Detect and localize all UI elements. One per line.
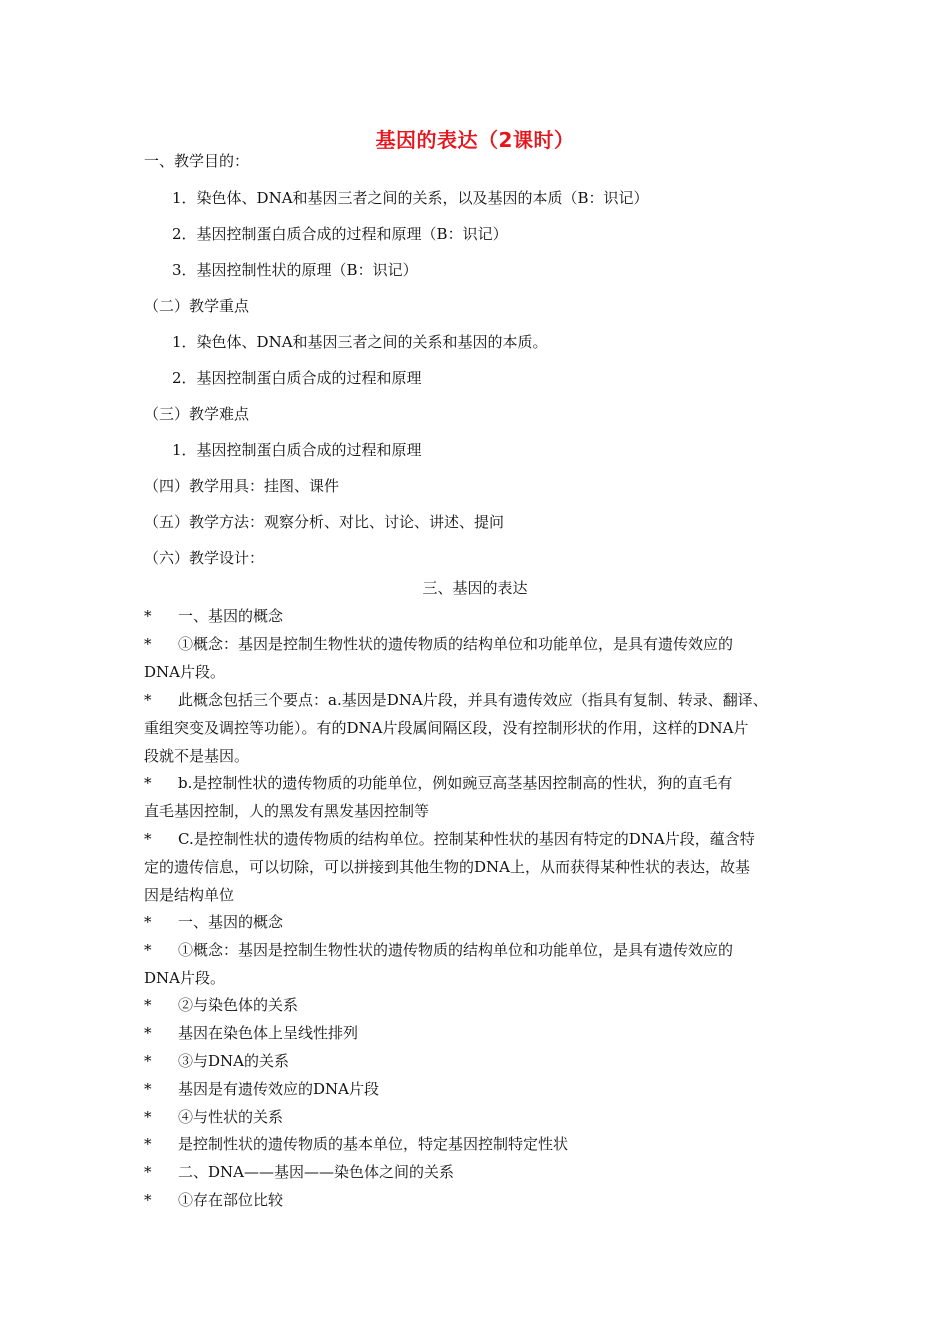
objectives-heading: 一、教学目的：	[144, 152, 250, 170]
bullet-text: ①概念：基因是控制生物性状的遗传物质的结构单位和功能单位，是具有遗传效应的	[178, 635, 734, 653]
bullet-marker: *	[144, 1191, 152, 1209]
bullet-marker: *	[144, 913, 152, 931]
bullet-text: 基因是有遗传效应的DNA片段	[178, 1080, 379, 1098]
bullet-marker: *	[144, 1052, 152, 1070]
bullet-text: 一、基因的概念	[178, 607, 284, 625]
bullet-marker: *	[144, 1135, 152, 1153]
difficulty-item: 1．基因控制蛋白质合成的过程和原理	[172, 441, 422, 459]
bullet-marker: *	[144, 635, 152, 653]
tools-line: （四）教学用具：挂图、课件	[144, 477, 340, 495]
bullet-text: ①存在部位比较	[178, 1191, 284, 1209]
bullet-continuation: 直毛基因控制，人的黑发有黑发基因控制等	[144, 802, 430, 820]
key-points-heading: （二）教学重点	[144, 297, 250, 315]
section-title: 三、基因的表达	[422, 579, 528, 597]
bullet-marker: *	[144, 830, 152, 848]
bullet-continuation: DNA片段。	[144, 663, 225, 681]
bullet-text: 此概念包括三个要点：a.基因是DNA片段，并具有遗传效应（指具有复制、转录、翻译、	[178, 691, 768, 709]
bullet-text: 一、基因的概念	[178, 913, 284, 931]
document-title: 基因的表达（2课时）	[375, 128, 575, 152]
bullet-text: ②与染色体的关系	[178, 996, 299, 1014]
bullet-text: b.是控制性状的遗传物质的功能单位，例如豌豆高茎基因控制高的性状，狗的直毛有	[178, 774, 733, 792]
bullet-marker: *	[144, 996, 152, 1014]
bullet-continuation: 因是结构单位	[144, 886, 235, 904]
bullet-marker: *	[144, 774, 152, 792]
bullet-marker: *	[144, 1108, 152, 1126]
methods-line: （五）教学方法：观察分析、对比、讨论、讲述、提问	[144, 513, 505, 531]
bullet-continuation: 段就不是基因。	[144, 747, 250, 765]
key-point-item: 2．基因控制蛋白质合成的过程和原理	[172, 369, 422, 387]
bullet-text: 二、DNA——基因——染色体之间的关系	[178, 1163, 454, 1181]
design-heading: （六）教学设计：	[144, 549, 265, 567]
bullet-marker: *	[144, 1080, 152, 1098]
bullet-text: ③与DNA的关系	[178, 1052, 289, 1070]
difficulties-heading: （三）教学难点	[144, 405, 250, 423]
bullet-text: ④与性状的关系	[178, 1108, 284, 1126]
objective-item: 3．基因控制性状的原理（B：识记）	[172, 261, 418, 279]
bullet-text: 基因在染色体上呈线性排列	[178, 1024, 359, 1042]
objective-item: 2．基因控制蛋白质合成的过程和原理（B：识记）	[172, 225, 508, 243]
bullet-continuation: 重组突变及调控等功能）。有的DNA片段属间隔区段，没有控制形状的作用，这样的DNA片	[144, 719, 749, 737]
bullet-continuation: 定的遗传信息，可以切除，可以拼接到其他生物的DNA上，从而获得某种性状的表达，故基	[144, 858, 750, 876]
bullet-marker: *	[144, 691, 152, 709]
bullet-continuation: DNA片段。	[144, 969, 225, 987]
bullet-marker: *	[144, 1163, 152, 1181]
key-point-item: 1．染色体、DNA和基因三者之间的关系和基因的本质。	[172, 333, 548, 351]
bullet-marker: *	[144, 941, 152, 959]
bullet-text: C.是控制性状的遗传物质的结构单位。控制某种性状的基因有特定的DNA片段，蕴含特	[178, 830, 755, 848]
bullet-marker: *	[144, 607, 152, 625]
bullet-text: ①概念：基因是控制生物性状的遗传物质的结构单位和功能单位，是具有遗传效应的	[178, 941, 734, 959]
bullet-marker: *	[144, 1024, 152, 1042]
objective-item: 1．染色体、DNA和基因三者之间的关系，以及基因的本质（B：识记）	[172, 189, 649, 207]
bullet-text: 是控制性状的遗传物质的基本单位，特定基因控制特定性状	[178, 1135, 569, 1153]
